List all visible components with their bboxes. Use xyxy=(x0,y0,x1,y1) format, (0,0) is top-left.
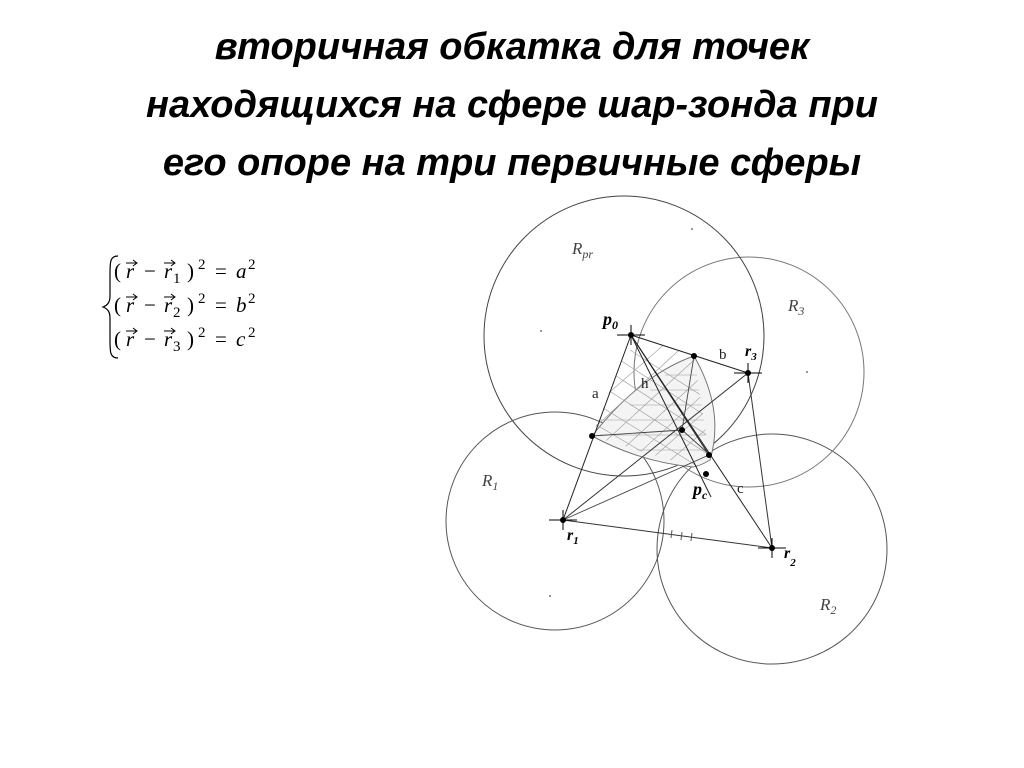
point-r2 xyxy=(769,545,775,551)
eq1-close: ) xyxy=(187,259,194,283)
title-line-3: его опоре на три первичные сферы xyxy=(162,142,862,184)
point-p0 xyxy=(628,332,634,338)
title-line-1: вторичная обкатка для точек xyxy=(214,26,810,68)
eq2-exp: 2 xyxy=(198,291,206,307)
point-lens-top xyxy=(691,353,697,359)
eq3-ri: r xyxy=(164,327,173,351)
equation-system-svg xyxy=(100,252,330,362)
equation-2 xyxy=(114,291,256,321)
eq3-sub: 3 xyxy=(173,339,181,355)
eq1-equals: = xyxy=(215,259,227,283)
eq1-rhs-exp: 2 xyxy=(248,257,256,273)
label-rpr: $R_{pr}$ xyxy=(572,239,594,261)
label-r1-point: $r_1$ xyxy=(567,527,579,547)
title-line-2: находящихся на сфере шар-зонда при xyxy=(146,84,878,126)
slide-title xyxy=(30,18,994,192)
eq3-equals: = xyxy=(215,327,227,351)
eq1-exp: 2 xyxy=(198,257,206,273)
eq1-sub: 1 xyxy=(173,271,181,287)
label-r1-sphere: $R_1$ xyxy=(482,471,499,493)
geometry-diagram xyxy=(430,188,890,668)
eq2-close: ) xyxy=(187,293,194,317)
eq2-equals: = xyxy=(215,293,227,317)
point-lens-mid xyxy=(679,427,685,433)
label-a: a xyxy=(592,386,599,402)
point-lens-left xyxy=(589,433,595,439)
eq3-open: ( xyxy=(114,327,121,351)
point-lens-right xyxy=(706,452,712,458)
label-r3-point: $r_3$ xyxy=(745,343,757,363)
point-r3 xyxy=(745,370,751,376)
eq3-close: ) xyxy=(187,327,194,351)
equation-1 xyxy=(114,257,256,287)
hatched-region xyxy=(555,335,740,495)
eq3-rhs-exp: 2 xyxy=(248,325,256,341)
label-pc: $p_c$ xyxy=(693,479,708,502)
label-b: b xyxy=(719,347,727,363)
eq1-open: ( xyxy=(114,259,121,283)
eq2-rhs-exp: 2 xyxy=(248,291,256,307)
label-c: c xyxy=(737,481,744,497)
eq3-r: r xyxy=(126,327,135,351)
eq2-open: ( xyxy=(114,293,121,317)
label-r2-point: $r_2$ xyxy=(784,545,796,569)
eq1-minus: − xyxy=(144,259,156,283)
eq2-r: r xyxy=(126,293,135,317)
point-pc xyxy=(703,471,709,477)
eq1-r: r xyxy=(126,259,135,283)
label-r2-sphere: $R_2$ xyxy=(820,595,837,617)
equation-3 xyxy=(114,325,256,355)
eq2-minus: − xyxy=(144,293,156,317)
label-r3-sphere: $R_3$ xyxy=(788,296,805,318)
eq3-rhs: c xyxy=(236,327,246,351)
eq3-minus: − xyxy=(144,327,156,351)
point-r1 xyxy=(560,517,566,523)
eq2-ri: r xyxy=(164,293,173,317)
equation-system xyxy=(100,252,330,362)
eq1-ri: r xyxy=(164,259,173,283)
edge-ticks xyxy=(671,530,692,541)
eq2-sub: 2 xyxy=(173,305,181,321)
geometry-diagram-svg xyxy=(430,188,890,668)
eq1-rhs: a xyxy=(236,259,247,283)
eq3-exp: 2 xyxy=(198,325,206,341)
label-p0: $p_0$ xyxy=(603,309,618,332)
label-h: h xyxy=(641,376,649,392)
eq2-rhs: b xyxy=(236,293,247,317)
